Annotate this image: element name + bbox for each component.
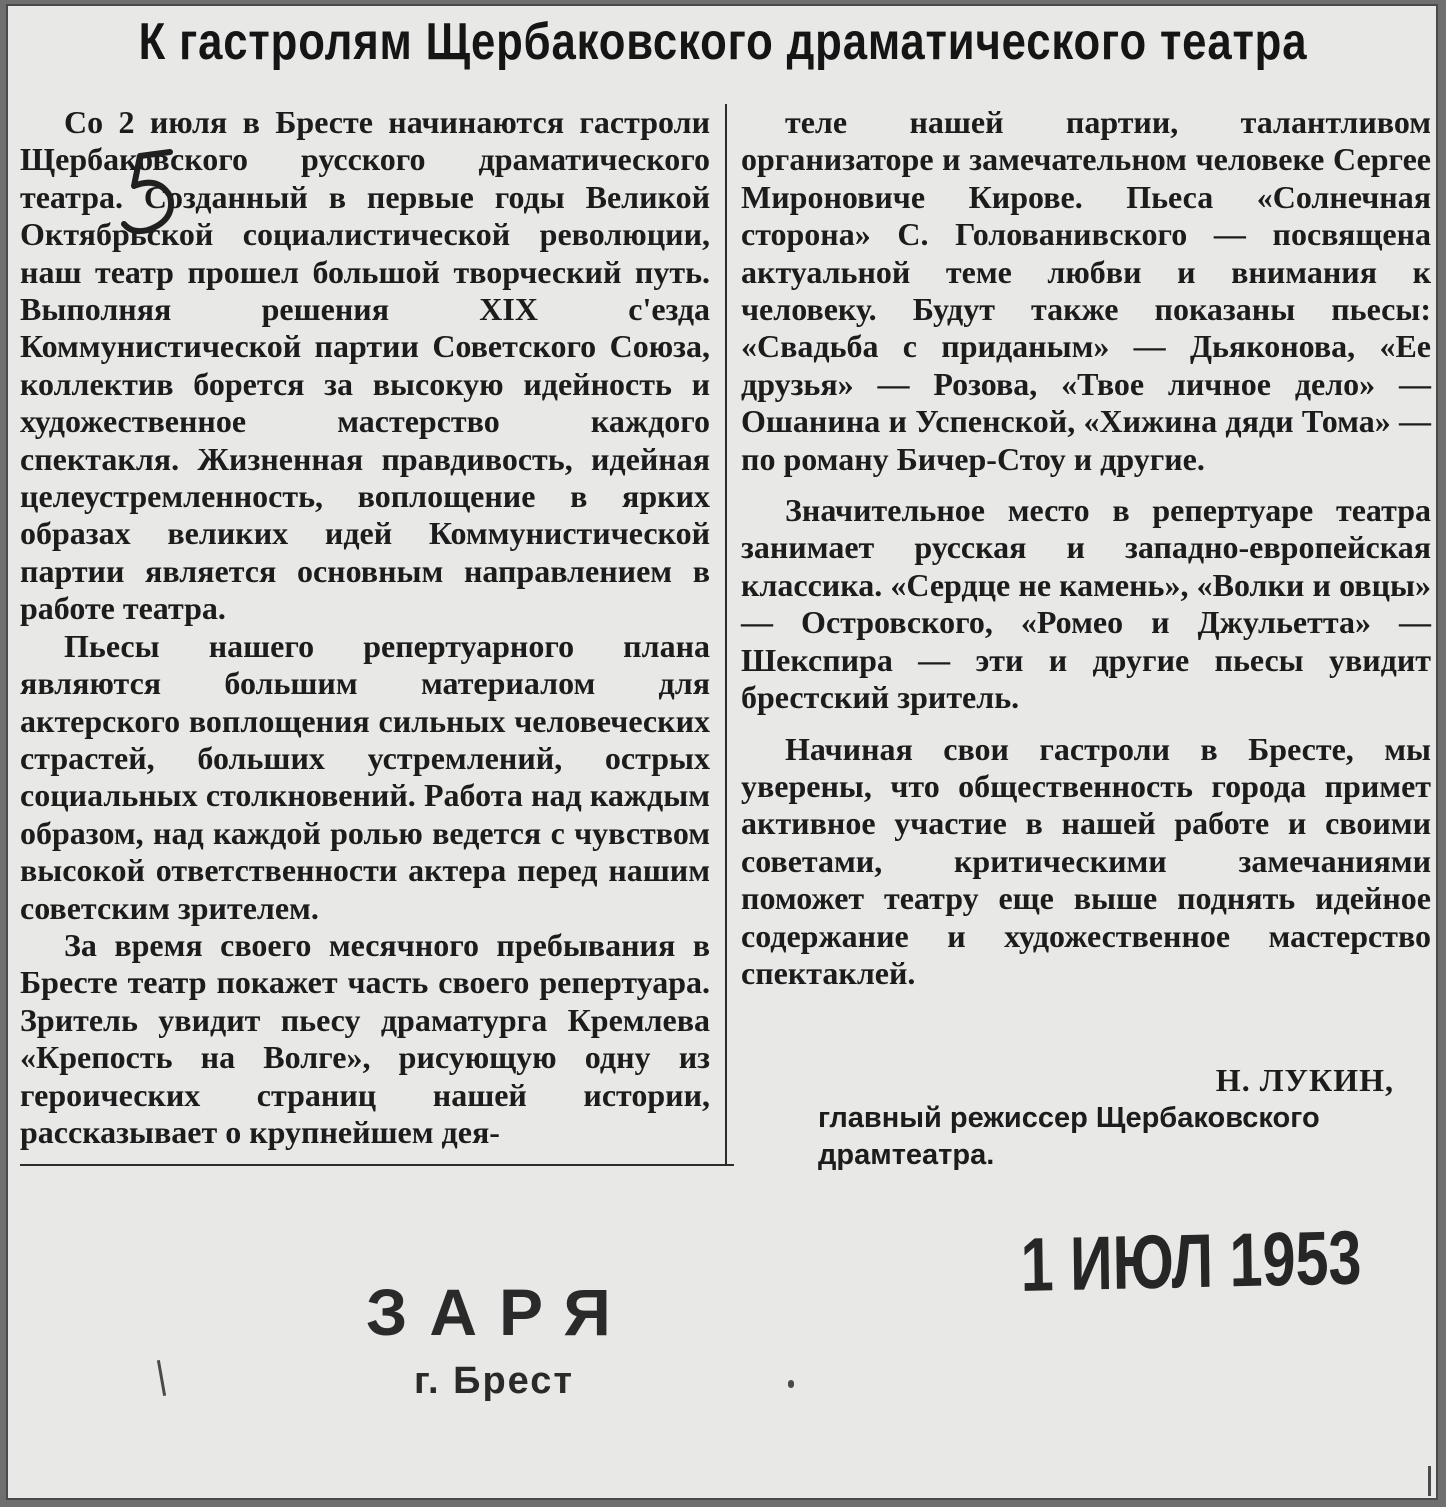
- article-paragraph: Значительное место в репертуаре театра занимает русская и западно-европейская классика. «Сердце не камень», «Волки и овцы» — Островского, «Ромео и Джульетта» — Шекспира — эти и другие пьесы увидит брестский зритель.: [741, 492, 1431, 716]
- paper-scratch: [788, 1380, 794, 1388]
- article-paragraph: Начиная свои гастроли в Бресте, мы уверены, что общественность города примет активное участие в нашей работе и своими советами, критическими замечаниями поможет театру еще выше поднять идейное содержание и художественное мастерство спектаклей.: [741, 730, 1431, 991]
- article-paragraph: теле нашей партии, талантливом организаторе и замечательном человеке Сергее Мироновиче Кирове. Пьеса «Солнечная сторона» С. Голованивского — посвящена актуальной теме любви и внимания к человеку. Будут также показаны пьесы: «Свадьба с приданым» — Дьяконова, «Ее друзья» — Розова, «Твое личное дело» — Ошанина и Успенской, «Хижина дяди Тома» — по роману Бичер-Стоу и другие.: [741, 104, 1431, 477]
- newspaper-stamp: ЗАРЯ: [366, 1275, 633, 1349]
- city-stamp: г. Брест: [414, 1360, 575, 1402]
- article-paragraph: За время своего месячного пребывания в Бресте театр покажет часть своего репертуара. Зритель увидит пьесу драматурга Кремлева «Крепость на Волге», рисующую одну из героических страниц нашей истории, рассказывает о крупнейшем дея-: [20, 926, 710, 1150]
- column-divider: [725, 104, 727, 1166]
- clipping-cut-line: [20, 1164, 734, 1166]
- article-paragraph: Пьесы нашего репертуарного плана являются большим материалом для актерского воплощения сильных человеческих страстей, больших устремлений, острых социальных столкновений. Работа над каждым образом, над каждой ролью ведется с чувством высокой ответственности актера перед нашим советским зрителем.: [20, 627, 710, 926]
- article-column-right: [741, 104, 1431, 992]
- author-name: Н. ЛУКИН,: [1215, 1062, 1394, 1098]
- article-column-left: [20, 104, 710, 1151]
- paper-scratch: [1428, 1466, 1431, 1496]
- handwritten-number-mark: [118, 146, 188, 236]
- author-role: главный режиссер Щербаковского драмтеатра.: [818, 1102, 1320, 1171]
- article-paragraph: Со 2 июля в Бресте начинаются гастроли Щербаковского русского драматического театра. Созданный в первые годы Великой Октябрьской социалистической революции, наш театр прошел большой творческий путь. Выполняя решения XIX с'езда Коммунистической партии Советского Союза, коллектив борется за высокую идейность и художественное мастерство каждого спектакля. Жизненная правдивость, идейная целеустремленность, воплощение в ярких образах великих идей Коммунистической партии является основным направлением в работе театра.: [20, 104, 710, 627]
- article-headline: К гастролям Щербаковского драматического театра: [138, 13, 1308, 71]
- date-stamp: 1 ИЮЛ 1953: [1020, 1215, 1362, 1308]
